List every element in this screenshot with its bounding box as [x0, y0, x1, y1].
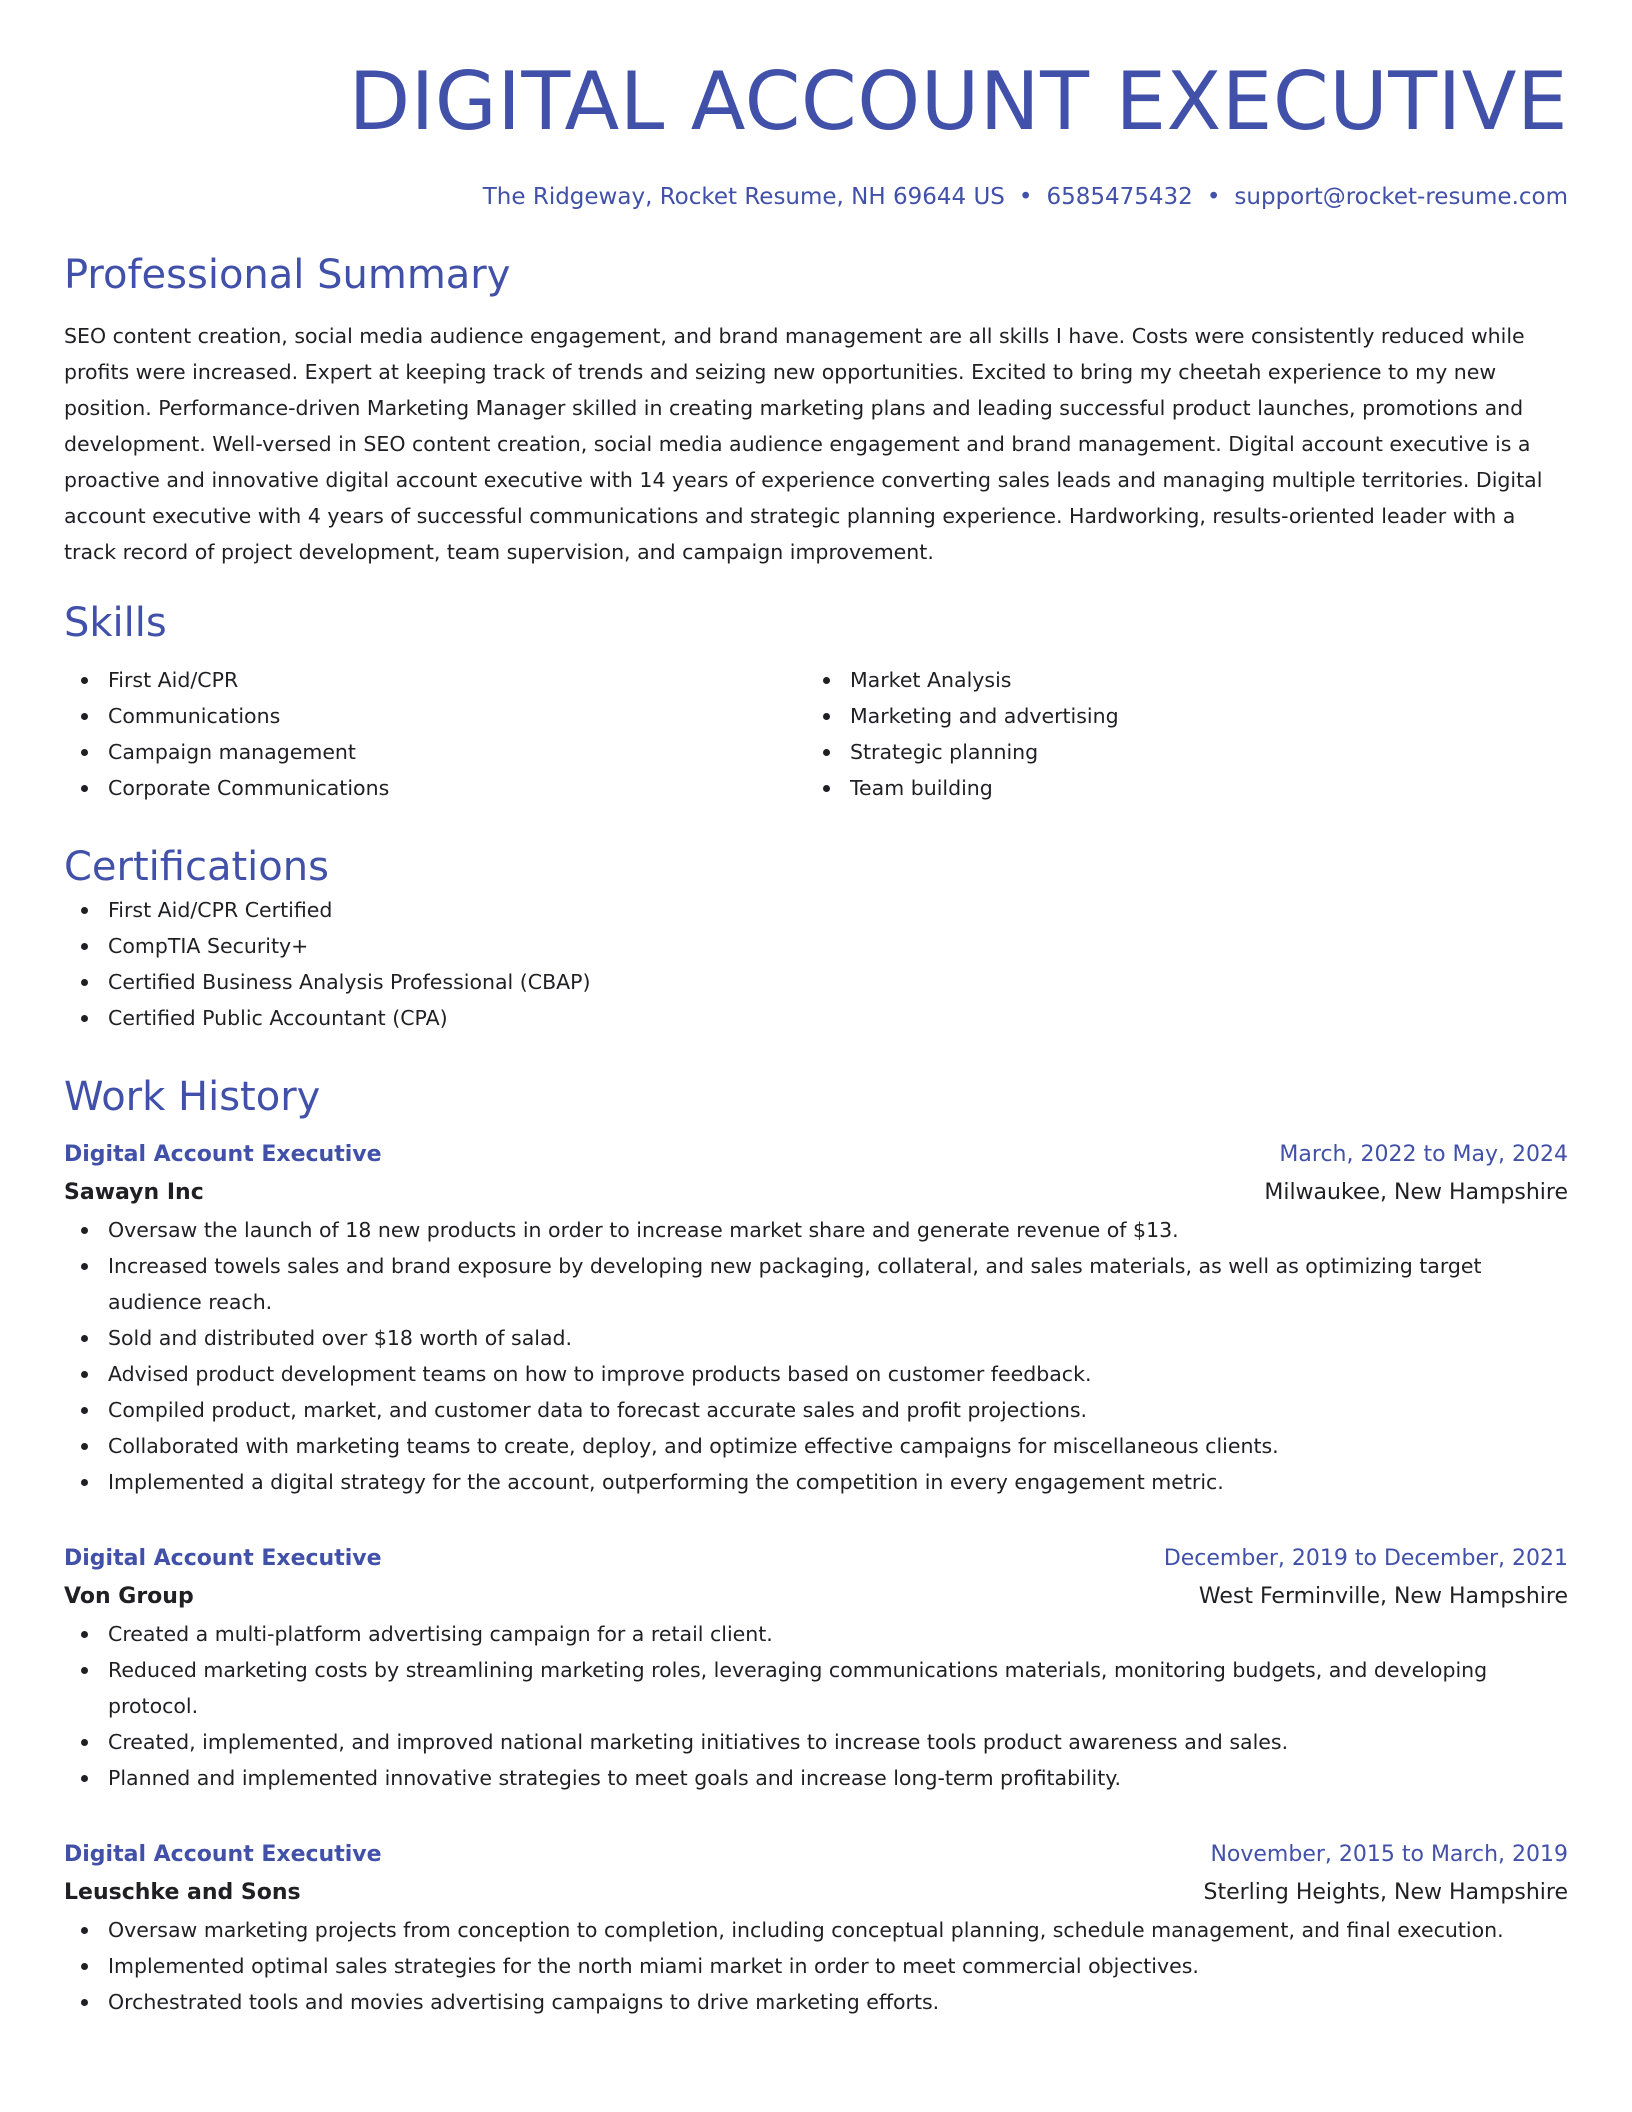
- job-header-row: [64, 1540, 1568, 1578]
- job-bullet: Oversaw the launch of 18 new products in order to increase market share and generate revenue of $13.: [108, 1212, 1568, 1248]
- job-bullet: Oversaw marketing projects from conception to completion, including conceptual planning, schedule management, and final execution.: [108, 1912, 1568, 1948]
- summary-heading: Professional Summary: [64, 252, 511, 298]
- job-company-row: [64, 1174, 1568, 1212]
- skill-item: Market Analysis: [850, 662, 1548, 698]
- job-bullet: Created a multi-platform advertising campaign for a retail client.: [108, 1616, 1568, 1652]
- job-bullet: Increased towels sales and brand exposure by developing new packaging, collateral, and sales materials, as well as optimizing target audience reach.: [108, 1248, 1568, 1320]
- contact-address: The Ridgeway, Rocket Resume, NH 69644 US: [482, 184, 1005, 210]
- skill-item: Corporate Communications: [108, 770, 806, 806]
- resume-page: [64, 0, 1568, 2020]
- summary-text: SEO content creation, social media audience engagement, and brand management are all skills I have. Costs were consistently reduced while profits were increased. Expert at keeping track of trends and seizing new opportunities. Excited to bring my cheetah experience to my new position. Performance-driven Marketing Manager skilled in creating marketing plans and leading successful product launches, promotions and development. Well-versed in SEO content creation, social media audience engagement and brand management. Digital account executive is a proactive and innovative digital account executive with 14 years of experience converting sales leads and managing multiple territories. Digital account executive with 4 years of successful communications and strategic planning experience. Hardworking, results-oriented leader with a track record of project development, team supervision, and campaign improvement.: [64, 324, 1543, 564]
- job-bullet: Planned and implemented innovative strategies to meet goals and increase long-term profitability.: [108, 1760, 1568, 1796]
- job-bullets: [64, 1912, 1568, 2020]
- contact-email[interactable]: support@rocket-resume.com: [1234, 184, 1568, 210]
- job-header-row: [64, 1836, 1568, 1874]
- certification-item: Certified Business Analysis Professional (CBAP): [108, 964, 1568, 1000]
- job-title: Digital Account Executive: [64, 1842, 382, 1867]
- job-bullet: Created, implemented, and improved national marketing initiatives to increase tools product awareness and sales.: [108, 1724, 1568, 1760]
- skills-grid: [64, 662, 1568, 806]
- job-dates: March, 2022 to May, 2024: [1279, 1142, 1568, 1167]
- job-company: Von Group: [64, 1584, 194, 1609]
- contact-phone: 6585475432: [1046, 184, 1193, 210]
- job-dates: November, 2015 to March, 2019: [1210, 1842, 1568, 1867]
- skill-item: Campaign management: [108, 734, 806, 770]
- job-location: Sterling Heights, New Hampshire: [1203, 1880, 1568, 1905]
- resume-title: DIGITAL ACCOUNT EXECUTIVE: [348, 55, 1568, 148]
- skills-column-left: [64, 662, 806, 806]
- job-bullet: Compiled product, market, and customer data to forecast accurate sales and profit projections.: [108, 1392, 1568, 1428]
- skills-column-right: [806, 662, 1548, 806]
- skills-list-right: [806, 662, 1548, 806]
- contact-separator: •: [1018, 184, 1033, 210]
- job-company: Sawayn Inc: [64, 1180, 204, 1205]
- job-header-row: [64, 1136, 1568, 1174]
- job-company-row: [64, 1578, 1568, 1616]
- certification-item: First Aid/CPR Certified: [108, 892, 1568, 928]
- job-title: Digital Account Executive: [64, 1142, 382, 1167]
- skill-item: Strategic planning: [850, 734, 1548, 770]
- job-bullet: Advised product development teams on how to improve products based on customer feedback.: [108, 1356, 1568, 1392]
- certifications-list: [64, 892, 1568, 1036]
- job-entry: [64, 1136, 1568, 1500]
- job-bullet: Orchestrated tools and movies advertising campaigns to drive marketing efforts.: [108, 1984, 1568, 2020]
- job-bullet: Collaborated with marketing teams to create, deploy, and optimize effective campaigns for miscellaneous clients.: [108, 1428, 1568, 1464]
- job-location: West Ferminville, New Hampshire: [1198, 1584, 1568, 1609]
- job-bullets: [64, 1616, 1568, 1796]
- job-bullets: [64, 1212, 1568, 1500]
- work-history-heading: Work History: [64, 1074, 321, 1120]
- job-company-row: [64, 1874, 1568, 1912]
- job-bullet: Reduced marketing costs by streamlining marketing roles, leveraging communications materials, monitoring budgets, and developing protocol.: [108, 1652, 1568, 1724]
- job-bullet: Implemented a digital strategy for the account, outperforming the competition in every engagement metric.: [108, 1464, 1568, 1500]
- certifications-heading: Certifications: [64, 844, 329, 890]
- job-dates: December, 2019 to December, 2021: [1163, 1546, 1568, 1571]
- job-entry: [64, 1836, 1568, 2020]
- certification-item: Certified Public Accountant (CPA): [108, 1000, 1568, 1036]
- job-location: Milwaukee, New Hampshire: [1264, 1180, 1568, 1205]
- job-bullet: Sold and distributed over $18 worth of salad.: [108, 1320, 1568, 1356]
- job-title: Digital Account Executive: [64, 1546, 382, 1571]
- job-bullet: Implemented optimal sales strategies for the north miami market in order to meet commercial objectives.: [108, 1948, 1568, 1984]
- skills-list-left: [64, 662, 806, 806]
- skill-item: Marketing and advertising: [850, 698, 1548, 734]
- skill-item: First Aid/CPR: [108, 662, 806, 698]
- skills-heading: Skills: [64, 600, 167, 646]
- certification-item: CompTIA Security+: [108, 928, 1568, 964]
- contact-line: [64, 182, 1568, 212]
- skill-item: Team building: [850, 770, 1548, 806]
- job-entry: [64, 1540, 1568, 1796]
- contact-separator: •: [1206, 184, 1221, 210]
- skill-item: Communications: [108, 698, 806, 734]
- job-company: Leuschke and Sons: [64, 1880, 301, 1905]
